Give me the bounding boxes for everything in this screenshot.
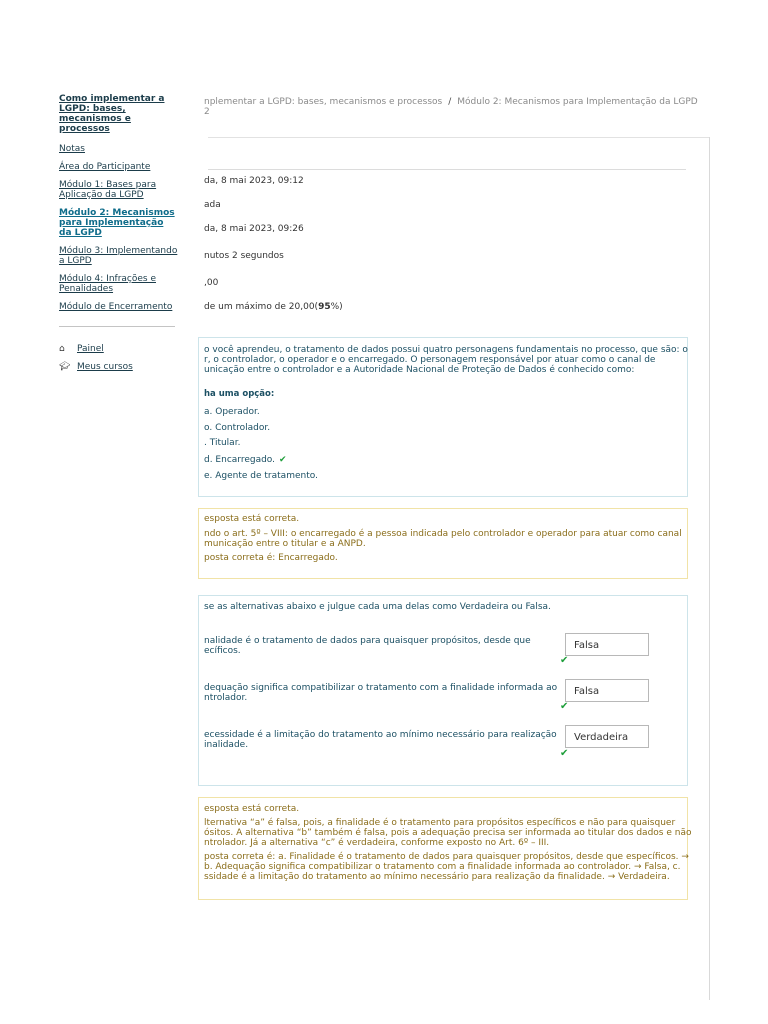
feedback-2-line-5: posta correta é: a. Finalidade é o tratamento de dados para quaisquer propósitos, desde que específicos. → [204,852,689,862]
question-1-prompt: ha uma opção: [204,389,275,399]
content-frame-top [208,137,709,138]
option-b[interactable]: o. Controlador. [204,423,271,433]
feedback-2-text [204,804,691,882]
statement-a [204,636,531,656]
nav-item-modulo-encerramento[interactable]: Módulo de Encerramento [59,302,173,312]
answer-select-b[interactable]: Falsa [565,679,649,702]
sidebar-divider [59,326,175,327]
answer-select-a[interactable]: Falsa [565,633,649,656]
correct-check-icon: ✔ [279,455,287,465]
question-2-intro: se as alternativas abaixo e julgue cada uma delas como Verdadeira ou Falsa. [204,602,551,612]
statement-b-line-2: ntrolador. [204,693,248,703]
question-1-text [204,345,688,375]
statement-c-line-2: inalidade. [204,740,249,750]
nav-item-modulo-2[interactable]: Módulo 2: Mecanismos para Implementação da LGPD [59,208,175,238]
feedback-2-line-7: ssidade é a limitação do tratamento ao mínimo necessário para realização da finalidade. → Verdadeira. [204,872,670,882]
feedback-1-line-2: ndo o art. 5º – VIII: o encarregado é a pessoa indicada pelo controlador e operador para atuar como canal [204,529,682,539]
breadcrumb-separator: / [448,97,452,107]
meus-cursos-label[interactable]: Meus cursos [77,362,133,372]
option-d[interactable] [204,455,287,465]
feedback-2-line-4: ntrolador. Já a alternativa “c” é verdadeira, conforme exposto no Art. 6º – III. [204,838,550,848]
feedback-2-line-2: lternativa “a” é falsa, pois, a finalidade é o tratamento para propósitos específicos e não para quaisquer [204,818,676,828]
feedback-2-line-6: b. Adequação significa compatibilizar o tratamento com a finalidade informada ao controlador. → Falsa, c. [204,862,681,872]
statement-a-line-1: nalidade é o tratamento de dados para quaisquer propósitos, desde que [204,636,531,646]
option-a[interactable]: a. Operador. [204,407,260,417]
answer-select-c[interactable]: Verdadeira [565,725,649,748]
feedback-1-line-3: municação entre o titular e a ANPD. [204,539,366,549]
summary-marks: ,00 [204,278,219,288]
feedback-1-text [204,514,682,563]
feedback-1-line-4: posta correta é: Encarregado. [204,553,338,563]
feedback-2-line-3: ósitos. A alternativa “b” também é falsa, pois a adequação precisa ser informada ao titular dos dados e não [204,828,692,838]
main-content [204,0,768,1024]
course-navigation [59,94,179,320]
course-title-link[interactable]: Como implementar a LGPD: bases, mecanismos e processos [59,94,165,134]
summary-time: nutos 2 segundos [204,251,284,261]
feedback-2-line-1: esposta está correta. [204,804,300,814]
grade-percent: 95 [318,302,331,312]
correct-check-icon: ✔ [560,701,569,712]
breadcrumb [204,97,698,107]
nav-item-modulo-4[interactable]: Módulo 4: Infrações e Penalidades [59,274,156,294]
statement-a-line-2: ecíficos. [204,646,241,656]
sidebar-link-meus-cursos[interactable] [59,358,133,376]
grade-suffix: %) [330,302,343,312]
statement-c-line-1: ecessidade é a limitação do tratamento ao mínimo necessário para realização [204,730,557,740]
correct-check-icon: ✔ [560,655,569,666]
painel-label[interactable]: Painel [77,344,104,354]
question-1-line-3: unicação entre o controlador e a Autoridade Nacional de Proteção de Dados é conhecido como: [204,365,635,375]
summary-state: ada [204,200,221,210]
summary-started: da, 8 mai 2023, 09:12 [204,176,304,186]
nav-item-modulo-1[interactable]: Módulo 1: Bases para Aplicação da LGPD [59,180,157,200]
nav-item-notas[interactable]: Notas [59,144,85,154]
option-c[interactable]: . Titular. [204,438,241,448]
breadcrumb-continuation: 2 [204,107,210,117]
home-icon: ⌂ [59,344,65,354]
statement-c [204,730,557,750]
option-d-label: d. Encarregado. [204,455,276,465]
content-frame-right [709,137,710,1000]
nav-item-area-participante[interactable]: Área do Participante [59,162,151,172]
summary-completed: da, 8 mai 2023, 09:26 [204,224,304,234]
sidebar-bottom-links [59,340,133,376]
sidebar-link-painel[interactable] [59,340,133,358]
feedback-1-line-1: esposta está correta. [204,514,300,524]
grade-prefix: de um máximo de 20,00( [204,302,319,312]
summary-divider [208,169,686,170]
question-1-line-2: r, o controlador, o operador e o encarregado. O personagem responsável por atuar como o canal de [204,355,656,365]
nav-item-modulo-3[interactable]: Módulo 3: Implementando a LGPD [59,246,178,266]
summary-grade [204,302,343,312]
breadcrumb-module[interactable]: Módulo 2: Mecanismos para Implementação da LGPD [457,97,698,107]
option-e[interactable]: e. Agente de tratamento. [204,471,318,481]
breadcrumb-course[interactable]: nplementar a LGPD: bases, mecanismos e processos [204,97,443,107]
correct-check-icon: ✔ [560,748,569,759]
question-1-line-1: o você aprendeu, o tratamento de dados possui quatro personagens fundamentais no processo, que são: o [204,345,688,355]
statement-b [204,683,557,703]
graduation-cap-icon: 🎓︎ [59,362,71,372]
statement-b-line-1: dequação significa compatibilizar o tratamento com a finalidade informada ao [204,683,558,693]
